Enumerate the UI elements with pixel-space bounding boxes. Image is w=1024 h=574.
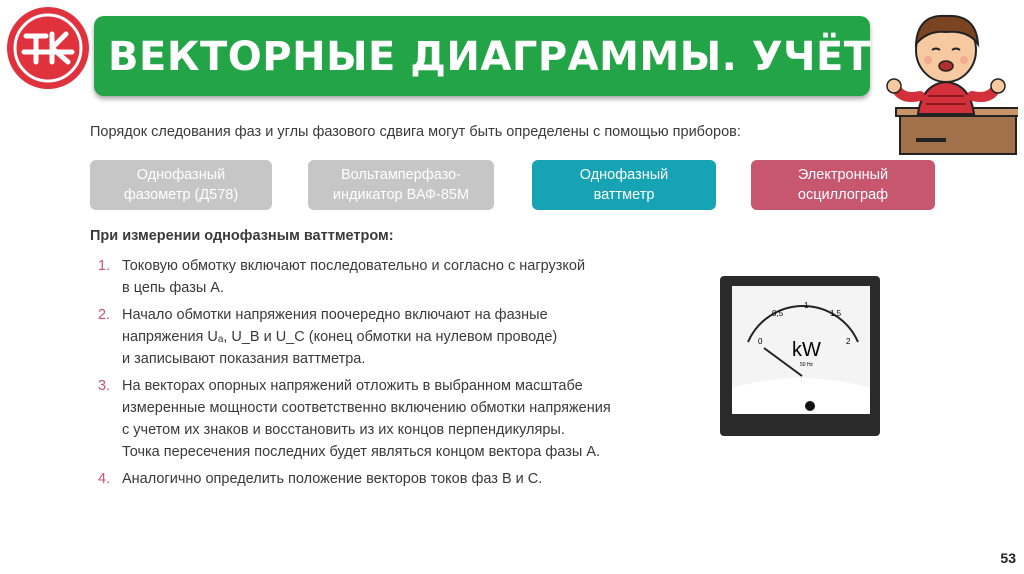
step-number: 3. bbox=[98, 378, 111, 394]
device-phasemeter bbox=[90, 160, 272, 210]
title-banner bbox=[94, 16, 870, 96]
scale-label: 1 bbox=[804, 301, 809, 310]
section-subheading: При измерении однофазным ваттметром: bbox=[90, 228, 394, 244]
page-number: 53 bbox=[1000, 550, 1016, 566]
device-label: Однофазный ваттметр bbox=[579, 167, 669, 203]
step-text: Токовую обмотку включают последовательно и согласно с нагрузкой в цепь фазы А. bbox=[122, 258, 586, 296]
unit-label: kW bbox=[792, 339, 821, 361]
scale-label: 2 bbox=[846, 337, 851, 346]
list-item bbox=[98, 304, 688, 370]
step-text: На векторах опорных напряжений отложить в выбранном масштабе измеренные мощности соответственно включению обмотки напряжения с учетом их знаков и восстановить из их концов перпендикуляры. Точка пересечения последних будет являться концом вектора фазы А. bbox=[122, 378, 611, 460]
scale-label: 0,5 bbox=[772, 309, 784, 318]
device-wattmeter bbox=[532, 160, 716, 210]
company-logo bbox=[6, 6, 90, 90]
steps-list bbox=[98, 255, 688, 495]
device-oscilloscope bbox=[751, 160, 935, 210]
device-label: Однофазный фазометр (Д578) bbox=[123, 167, 239, 203]
list-item bbox=[98, 468, 688, 490]
step-number: 1. bbox=[98, 258, 111, 274]
scale-label: 1,5 bbox=[830, 309, 842, 318]
step-number: 4. bbox=[98, 471, 111, 487]
step-number: 2. bbox=[98, 307, 111, 323]
list-item bbox=[98, 375, 688, 463]
list-item bbox=[98, 255, 688, 299]
wattmeter-illustration bbox=[718, 272, 884, 438]
page-title: ВЕКТОРНЫЕ ДИАГРАММЫ. УЧЁТ bbox=[108, 34, 872, 80]
frequency-label: 50 Hz bbox=[800, 362, 814, 368]
device-vaf-indicator bbox=[308, 160, 494, 210]
scale-label: 0 bbox=[758, 337, 763, 346]
intro-text: Порядок следования фаз и углы фазового сдвига могут быть определены с помощью приборов: bbox=[90, 124, 741, 140]
teacher-mascot-illustration bbox=[872, 4, 1018, 156]
device-label: Вольтамперфазо- индикатор ВАФ-85М bbox=[332, 167, 470, 203]
device-label: Электронный осциллограф bbox=[797, 167, 889, 203]
step-text: Начало обмотки напряжения поочередно включают на фазные напряжения Uₐ, U_B и U_C (конец обмотки на нулевом проводе) и записывают показания ваттметра. bbox=[122, 307, 558, 367]
step-text: Аналогично определить положение векторов токов фаз В и С. bbox=[122, 471, 543, 487]
